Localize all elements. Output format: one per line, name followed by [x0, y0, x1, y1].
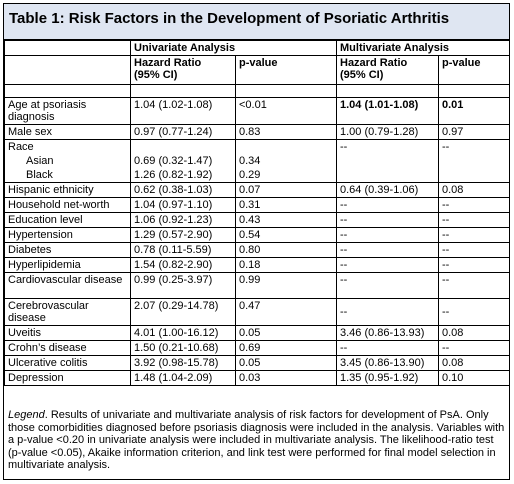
uni-p-cell: 0.29: [236, 168, 337, 183]
row-label: Diabetes: [5, 243, 131, 258]
uni-hr-cell: 1.29 (0.57-2.90): [131, 228, 236, 243]
row-label: Race: [5, 140, 131, 155]
table-title: Table 1: Risk Factors in the Development of Psoriatic Arthritis: [9, 10, 450, 27]
uni-p-cell: <0.01: [236, 98, 337, 125]
uni-hr-cell: 0.78 (0.11-5.59): [131, 243, 236, 258]
multi-hr-cell: 1.00 (0.79-1.28): [337, 125, 439, 140]
group-header-row: [5, 41, 510, 56]
table-row: [5, 198, 510, 213]
multi-hr-header: Hazard Ratio (95% CI): [337, 56, 439, 85]
uni-hr-cell: 3.92 (0.98-15.78): [131, 356, 236, 371]
table-row: [5, 258, 510, 273]
uni-hr-cell: 0.62 (0.38-1.03): [131, 183, 236, 198]
multi-hr-cell: --: [337, 198, 439, 213]
uni-hr-cell: 1.26 (0.82-1.92): [131, 168, 236, 183]
multi-hr-cell: [337, 154, 439, 168]
multi-p-cell: --: [439, 140, 510, 155]
uni-p-cell: 0.18: [236, 258, 337, 273]
row-label: Crohn’s disease: [5, 341, 131, 356]
legend-label: Legend: [8, 409, 45, 421]
spacer-row: [5, 85, 510, 98]
table-row: [5, 341, 510, 356]
multi-hr-cell: --: [337, 213, 439, 228]
uni-p-cell: 0.31: [236, 198, 337, 213]
uni-hr-cell: 0.97 (0.77-1.24): [131, 125, 236, 140]
multi-p-cell: [439, 154, 510, 168]
table-row: [5, 371, 510, 386]
uni-p-cell: [236, 140, 337, 155]
multi-p-cell: --: [439, 243, 510, 258]
table-row: [5, 154, 510, 168]
multi-p-cell: --: [439, 273, 510, 299]
uni-p-cell: 0.34: [236, 154, 337, 168]
uni-p-cell: 0.54: [236, 228, 337, 243]
multi-p-cell: 0.08: [439, 356, 510, 371]
legend-text: . Results of univariate and multivariate analysis of risk factors for development of PsA. Only those comorbidities diagnosed before psoriasis diagnosis were included in the analysis. Variables with a p-value <0.20 in univariate analysis were included in multivariate analysis. The likelihood-ratio test (p-value <0.05), Akaike information criterion, and link test were performed for final model selection in multivariate analysis.: [8, 409, 505, 471]
table-row: [5, 98, 510, 125]
table-row: [5, 183, 510, 198]
uni-p-header: p-value: [236, 56, 337, 85]
row-label: Ulcerative colitis: [5, 356, 131, 371]
row-label: Asian: [26, 155, 54, 167]
table-row: [5, 228, 510, 243]
multi-p-cell: 0.97: [439, 125, 510, 140]
table-row: [5, 140, 510, 155]
multi-hr-cell: --: [337, 258, 439, 273]
multi-p-cell: --: [439, 198, 510, 213]
uni-p-cell: 0.47: [236, 299, 337, 326]
multi-p-cell: --: [439, 258, 510, 273]
univariate-group-header: Univariate Analysis: [131, 41, 337, 56]
multi-hr-cell: --: [337, 273, 439, 299]
uni-p-cell: 0.07: [236, 183, 337, 198]
uni-hr-cell: 1.04 (1.02-1.08): [131, 98, 236, 125]
uni-p-cell: 0.05: [236, 356, 337, 371]
multi-p-cell: 0.01: [439, 98, 510, 125]
uni-p-cell: 0.05: [236, 326, 337, 341]
uni-p-cell: 0.83: [236, 125, 337, 140]
row-label: Hispanic ethnicity: [5, 183, 131, 198]
row-label: Age at psoriasis diagnosis: [5, 98, 131, 125]
multi-p-cell: 0.08: [439, 183, 510, 198]
uni-hr-cell: 1.04 (0.97-1.10): [131, 198, 236, 213]
uni-hr-cell: 2.07 (0.29-14.78): [131, 299, 236, 326]
uni-p-cell: 0.80: [236, 243, 337, 258]
table-row: [5, 326, 510, 341]
row-label: Hyperlipidemia: [5, 258, 131, 273]
uni-hr-cell: 0.69 (0.32-1.47): [131, 154, 236, 168]
multi-p-cell: [439, 168, 510, 183]
multivariate-group-header: Multivariate Analysis: [337, 41, 510, 56]
multi-hr-cell: 3.45 (0.86-13.90): [337, 356, 439, 371]
column-header-row: [5, 56, 510, 85]
uni-p-cell: 0.43: [236, 213, 337, 228]
multi-hr-cell: 3.46 (0.86-13.93): [337, 326, 439, 341]
uni-hr-cell: 1.48 (1.04-2.09): [131, 371, 236, 386]
row-label: Black: [26, 169, 53, 181]
multi-p-cell: --: [439, 213, 510, 228]
uni-hr-cell: 4.01 (1.00-16.12): [131, 326, 236, 341]
multi-hr-cell: --: [337, 228, 439, 243]
title-row: [4, 4, 509, 40]
row-label: Hypertension: [5, 228, 131, 243]
risk-factor-table: [4, 40, 510, 386]
row-label: Cerebrovascular disease: [5, 299, 131, 326]
multi-p-header: p-value: [439, 56, 510, 85]
multi-hr-cell: 1.04 (1.01-1.08): [337, 98, 439, 125]
uni-hr-cell: 1.54 (0.82-2.90): [131, 258, 236, 273]
uni-p-cell: 0.03: [236, 371, 337, 386]
multi-hr-cell: --: [337, 243, 439, 258]
multi-p-cell: --: [439, 228, 510, 243]
uni-hr-cell: 1.50 (0.21-10.68): [131, 341, 236, 356]
uni-hr-cell: 1.06 (0.92-1.23): [131, 213, 236, 228]
table-legend: [8, 409, 506, 472]
uni-hr-header: Hazard Ratio (95% CI): [131, 56, 236, 85]
multi-hr-cell: 0.64 (0.39-1.06): [337, 183, 439, 198]
row-label: Cardiovascular disease: [5, 273, 131, 299]
row-label: Male sex: [5, 125, 131, 140]
table-frame: [3, 3, 510, 480]
table-row: [5, 168, 510, 183]
row-label: Uveitis: [5, 326, 131, 341]
multi-hr-cell: --: [337, 299, 439, 326]
row-label: Depression: [5, 371, 131, 386]
multi-p-cell: 0.08: [439, 326, 510, 341]
multi-p-cell: --: [439, 299, 510, 326]
uni-hr-cell: [131, 140, 236, 155]
multi-p-cell: --: [439, 341, 510, 356]
uni-hr-cell: 0.99 (0.25-3.97): [131, 273, 236, 299]
multi-hr-cell: [337, 168, 439, 183]
table-row: [5, 243, 510, 258]
multi-hr-cell: 1.35 (0.95-1.92): [337, 371, 439, 386]
uni-p-cell: 0.69: [236, 341, 337, 356]
table-row: [5, 299, 510, 326]
table-row: [5, 213, 510, 228]
table-row: [5, 356, 510, 371]
row-label: Education level: [5, 213, 131, 228]
multi-p-cell: 0.10: [439, 371, 510, 386]
multi-hr-cell: --: [337, 140, 439, 155]
multi-hr-cell: --: [337, 341, 439, 356]
uni-p-cell: 0.99: [236, 273, 337, 299]
row-label: Household net-worth: [5, 198, 131, 213]
table-row: [5, 273, 510, 299]
table-row: [5, 125, 510, 140]
